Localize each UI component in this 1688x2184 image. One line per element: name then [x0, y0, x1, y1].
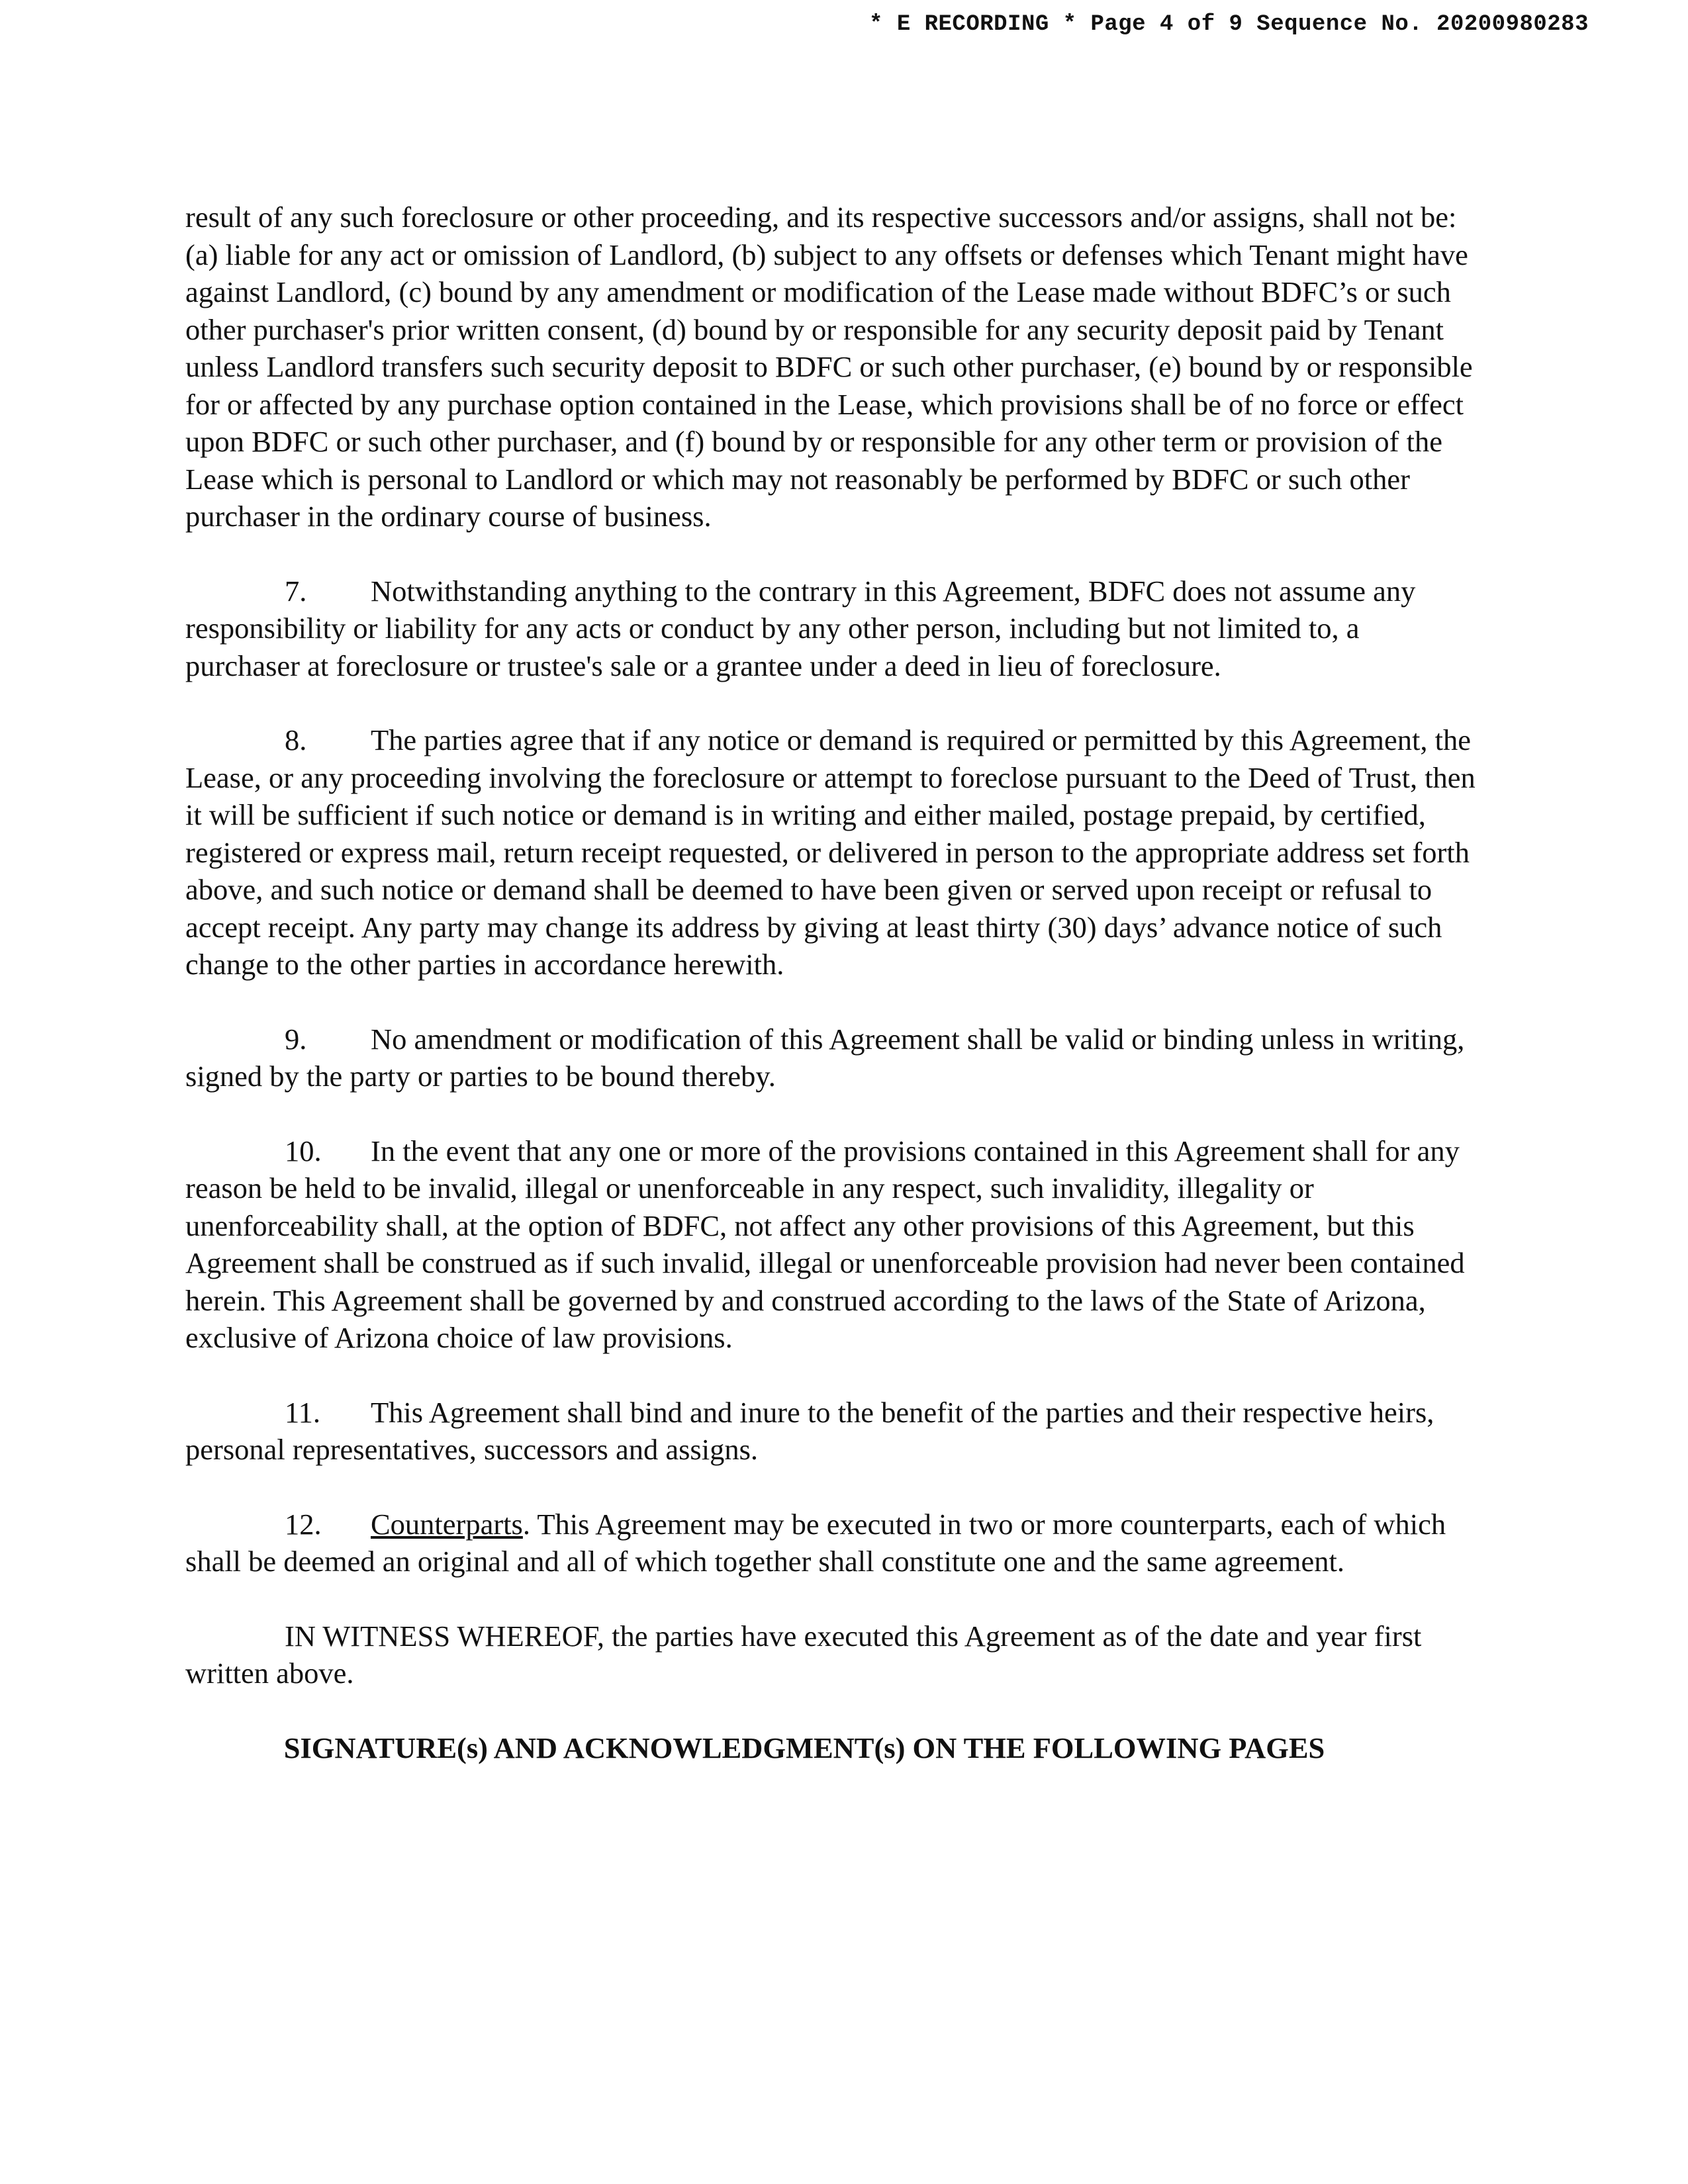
section-10: [185, 1132, 1476, 1357]
section-number: 9.: [285, 1022, 307, 1056]
document-body: [185, 199, 1476, 1766]
section-7: [185, 572, 1476, 685]
section-number: 11.: [285, 1395, 320, 1429]
section-text: . This Agreement may be executed in two or more counterparts, each of which shall be deemed an original and all of which together shall constitute one and the same agreement.: [185, 1507, 1446, 1578]
section-text: The parties agree that if any notice or demand is required or permitted by this Agreement, the Lease, or any proceeding involving the foreclosure or attempt to foreclose pursuant to the Deed of Trust, then it will be sufficient if such notice or demand is in writing and either mailed, postage prepaid, by certified, registered or express mail, return receipt requested, or delivered in person to the appropriate address set forth above, and such notice or demand shall be deemed to have been given or served upon receipt or refusal to accept receipt. Any party may change its address by giving at least thirty (30) days’ advance notice of such change to the other parties in accordance herewith.: [185, 723, 1476, 981]
section-12: [185, 1506, 1476, 1580]
witness-paragraph: IN WITNESS WHEREOF, the parties have executed this Agreement as of the date and year first written above.: [185, 1619, 1422, 1690]
continuation-paragraph: result of any such foreclosure or other proceeding, and its respective successors and/or assigns, shall not be: (a) liable for any act or omission of Landlord, (b) subject to any offsets or defenses which Tenant might have against Landlord, (c) bound by any amendment or modification of the Lease made without BDFC’s or such other purchaser's prior written consent, (d) bound by or responsible for any security deposit paid by Tenant unless Landlord transfers such security deposit to BDFC or such other purchaser, (e) bound by or responsible for or affected by any purchase option contained in the Lease, which provisions shall be of no force or effect upon BDFC or such other purchaser, and (f) bound by or responsible for any other term or provision of the Lease which is personal to Landlord or which may not reasonably be performed by BDFC or such other purchaser in the ordinary course of business.: [185, 201, 1473, 533]
section-8: [185, 721, 1476, 983]
section-number: 8.: [285, 723, 307, 756]
section-text: Notwithstanding anything to the contrary in this Agreement, BDFC does not assume any responsibility or liability for any acts or conduct by any other person, including but not limited to, a purchaser at foreclosure or trustee's sale or a grantee under a deed in lieu of foreclosure.: [185, 574, 1416, 682]
signature-heading: SIGNATURE(s) AND ACKNOWLEDGMENT(s) ON THE FOLLOWING PAGES: [283, 1731, 1325, 1764]
section-9: [185, 1021, 1476, 1095]
section-11: [185, 1394, 1476, 1469]
section-number: 7.: [285, 574, 307, 608]
section-number: 10.: [285, 1134, 322, 1167]
section-number: 12.: [285, 1507, 322, 1541]
section-title: Counterparts: [371, 1507, 523, 1541]
recording-header: * E RECORDING * Page 4 of 9 Sequence No. 20200980283: [869, 12, 1589, 37]
section-text: No amendment or modification of this Agreement shall be valid or binding unless in writing, signed by the party or parties to be bound thereby.: [185, 1022, 1465, 1093]
section-text: This Agreement shall bind and inure to the benefit of the parties and their respective heirs, personal representatives, successors and assigns.: [185, 1395, 1434, 1466]
section-text: In the event that any one or more of the provisions contained in this Agreement shall for any reason be held to be invalid, illegal or unenforceable in any respect, such invalidity, illegality or unenforceability shall, at the option of BDFC, not affect any other provisions of this Agreement, but this Agreement shall be construed as if such invalid, illegal or unenforceable provision had never been contained herein. This Agreement shall be governed by and construed according to the laws of the State of Arizona, exclusive of Arizona choice of law provisions.: [185, 1134, 1465, 1354]
